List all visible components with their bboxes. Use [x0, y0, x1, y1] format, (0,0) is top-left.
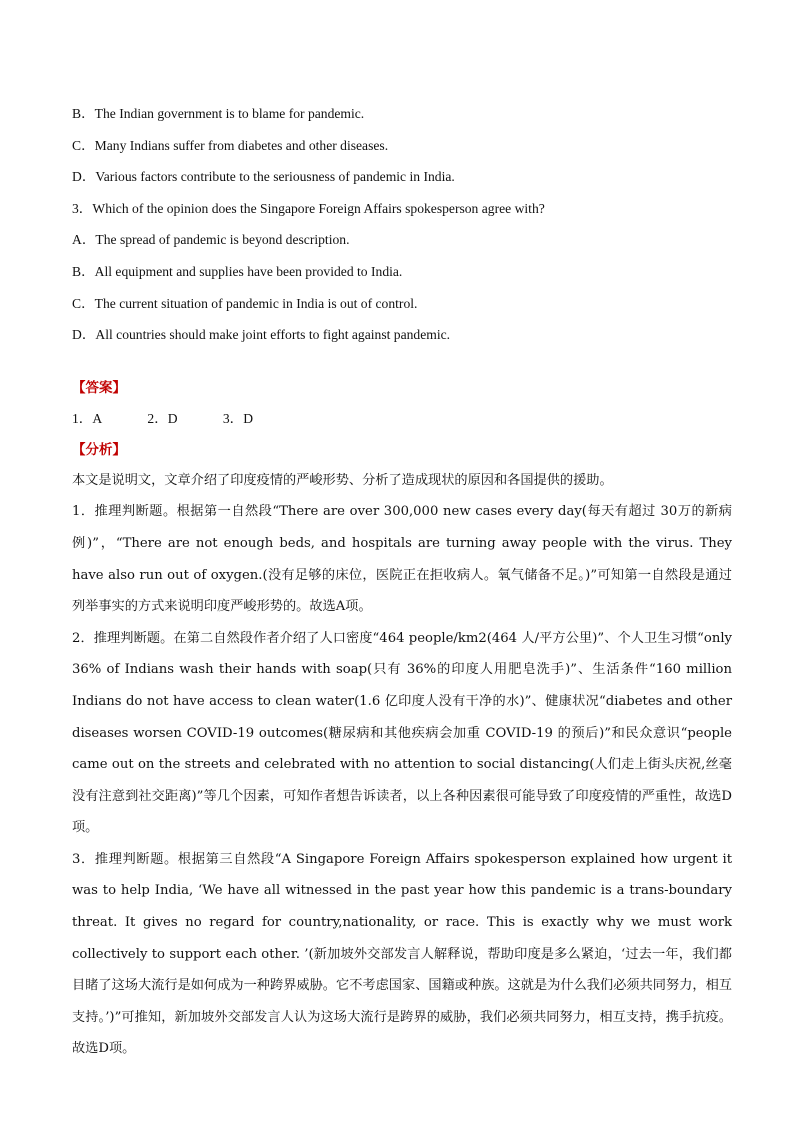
analysis-paragraph-3: 3．推理判断题。根据第三自然段“A Singapore Foreign Affairs spokesperson explained how urgent it was to help India, ‘We have all witnessed in the past year how this pandemic is a trans-boundary threat. It gives no regard for country,nationality, or race. This is exactly why we must work collectively to support each other. ’(新加坡外交部发言人解释说，帮助印度是多么紧迫，‘过去一年，我们都目睹了这场大流行是如何成为一种跨界威胁。它不考虑国家、国籍或种族。这就是为什么我们必须共同努力，相互支持。’)”可推知，新加坡外交部发言人认为这场大流行是跨界的威胁，我们必须共同努力，相互支持，携手抗疫。故选D项。: [72, 851, 732, 1057]
analysis-intro: 本文是说明文，文章介绍了印度疫情的严峻形势、分析了造成现状的原因和各国提供的援助。: [72, 472, 613, 488]
answer-1: 1．A: [72, 410, 103, 426]
q3-option-b: B．All equipment and supplies have been provided to India.: [72, 263, 403, 279]
document-content: [72, 98, 732, 1065]
answer-list: [72, 403, 732, 435]
answer-3: 3．D: [222, 410, 254, 426]
q3-option-c: C．The current situation of pandemic in India is out of control.: [72, 295, 418, 311]
answer-heading: 【答案】: [72, 379, 126, 396]
answer-2: 2．D: [147, 410, 178, 426]
q3-option-a: A．The spread of pandemic is beyond description.: [72, 232, 350, 248]
analysis-heading: 【分析】: [72, 441, 126, 458]
q2-option-c: C．Many Indians suffer from diabetes and other diseases.: [72, 137, 389, 153]
q2-option-d: D．Various factors contribute to the seriousness of pandemic in India.: [72, 169, 455, 185]
analysis-paragraph-1: 1．推理判断题。根据第一自然段“There are over 300,000 new cases every day(每天有超过 30万的新病例)”，“There are not enough beds, and hospitals are turning away people with the virus. They have also run out of oxygen.(没有足够的床位，医院正在拒收病人。氧气储备不足。)”可知第一自然段是通过列举事实的方式来说明印度严峻形势的。故选A项。: [72, 504, 732, 615]
analysis-paragraph-2: 2．推理判断题。在第二自然段作者介绍了人口密度“464 people/km2(464 人/平方公里)”、个人卫生习惯“only 36% of Indians wash their hands with soap(只有 36%的印度人用肥皂洗手)”、生活条件“160 million Indians do not have access to clean water(1.6 亿印度人没有干净的水)”、健康状况“diabetes and other diseases worsen COVID-19 outcomes(糖尿病和其他疾病会加重 COVID-19 的预后)”和民众意识“people came out on the streets and celebrated with no attention to social distancing(人们走上街头庆祝,丝毫没有注意到社交距离)”等几个因素，可知作者想告诉读者，以上各种因素很可能导致了印度疫情的严重性，故选D项。: [72, 630, 732, 836]
section-spacer: [72, 351, 732, 373]
q2-option-b: B．The Indian government is to blame for pandemic.: [72, 106, 365, 121]
q3-option-d: D．All countries should make joint efforts to fight against pandemic.: [72, 327, 451, 343]
q3-stem: 3．Which of the opinion does the Singapore Foreign Affairs spokesperson agree with?: [72, 200, 545, 216]
